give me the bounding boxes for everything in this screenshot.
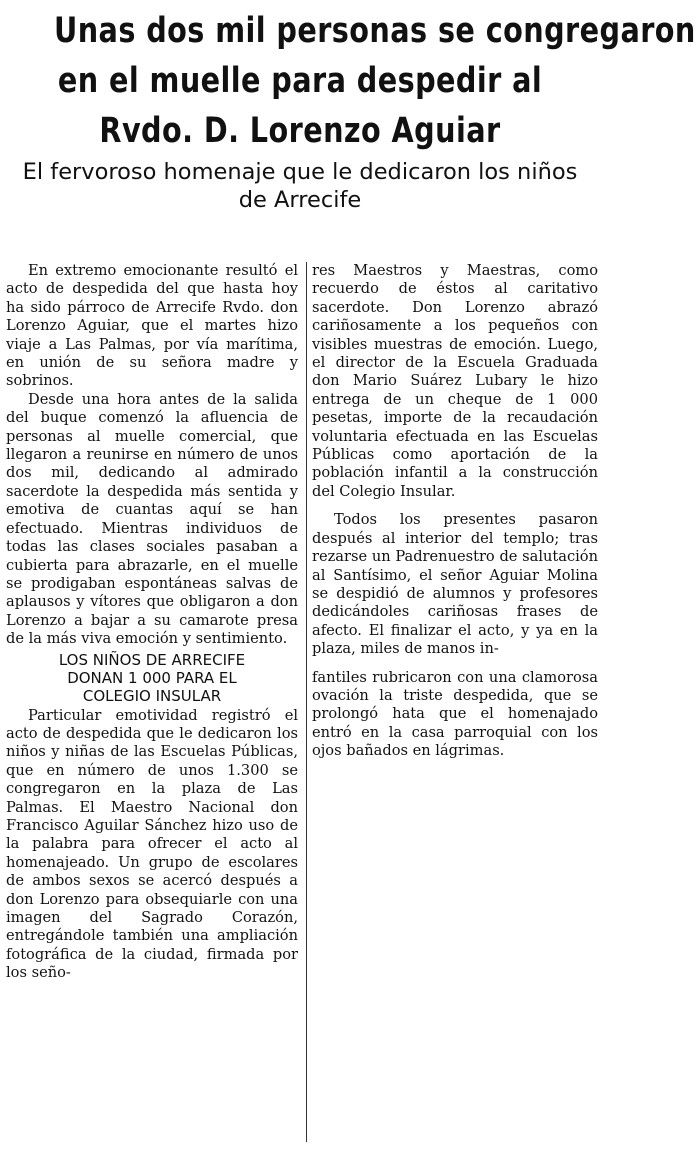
column-divider [306, 262, 307, 1142]
right-column [312, 262, 598, 761]
headline-line-1: Unas dos mil personas se congregaron [54, 11, 696, 51]
section-heading-line-2: DONAN 1 000 PARA EL [67, 668, 237, 687]
section-heading [6, 651, 298, 705]
subheadline-line-1: El fervoroso homenaje que le dedicaron los niños [22, 159, 578, 185]
subheadline-line-2: de Arrecife [238, 187, 362, 213]
paragraph-3-continued: res Maestros y Maestras, como recuerdo de éstos al caritativo sacerdote. Don Lorenzo abrazó cariñosamente a los pequeños con visibles muestras de emoción. Luego, el director de la Escuela Graduada don Mario Suárez Lubary le hizo entrega de un cheque de 1 000 pesetas, importe de la recaudación voluntaria efectuada en las Escuelas Públicas como aportación de la población infantil a la construcción del Colegio Insular. [312, 262, 598, 500]
paragraph-2: Desde una hora antes de la salida del buque comenzó la afluencia de personas al muelle comercial, que llegaron a reunirse en número de unos dos mil, dedicando al admirado sacerdote la despedida más sentida y emotiva de cuantas aquí se han efectuado. Mientras individuos de todas las clases sociales pasaban a cubierta para abrazarle, en el muelle se prodigaban espontáneas salvas de aplausos y vítores que obligaron a don Lorenzo a bajar a su camarote presa de la más viva emoción y sentimiento. [6, 390, 298, 648]
section-heading-line-1: LOS NIÑOS DE ARRECIFE [58, 650, 246, 669]
paragraph-1: En extremo emocionante resultó el acto de despedida del que hasta hoy ha sido párroco de Arrecife Rvdo. don Lorenzo Aguiar, que el martes hizo viaje a Las Palmas, por vía marítima, en unión de su señora madre y sobrinos. [6, 262, 298, 390]
left-column [6, 262, 298, 983]
headline-line-2: en el muelle para despedir al [57, 61, 543, 101]
paragraph-4-continued: fantiles rubricaron con una clamorosa ovación la triste despedida, que se prolongó hata que el homenajado entró en la casa parroquial con los ojos bañados en lágrimas. [312, 668, 598, 760]
subheadline [0, 158, 600, 214]
headline [54, 0, 696, 156]
section-heading-line-3: COLEGIO INSULAR [82, 686, 222, 705]
paragraph-3: Particular emotividad registró el acto de despedida que le dedicaron los niños y niñas de las Escuelas Públicas, que en número de unos 1.300 se congregaron en la plaza de Las Palmas. El Maestro Nacional don Francisco Aguilar Sánchez hizo uso de la palabra para ofrecer el acto al homenajeado. Un grupo de escolares de ambos sexos se acercó después a don Lorenzo para obsequiarle con una imagen del Sagrado Corazón, entregándole también una ampliación fotográfica de la ciudad, firmada por los seño- [6, 706, 298, 982]
headline-line-3: Rvdo. D. Lorenzo Aguiar [99, 111, 501, 151]
paragraph-4: Todos los presentes pasaron después al interior del templo; tras rezarse un Padrenuestro de salutación al Santísimo, el señor Aguiar Molina se despidió de alumnos y profesores dedicándoles cariñosas frases de afecto. El finalizar el acto, y ya en la plaza, miles de manos in- [312, 511, 598, 658]
